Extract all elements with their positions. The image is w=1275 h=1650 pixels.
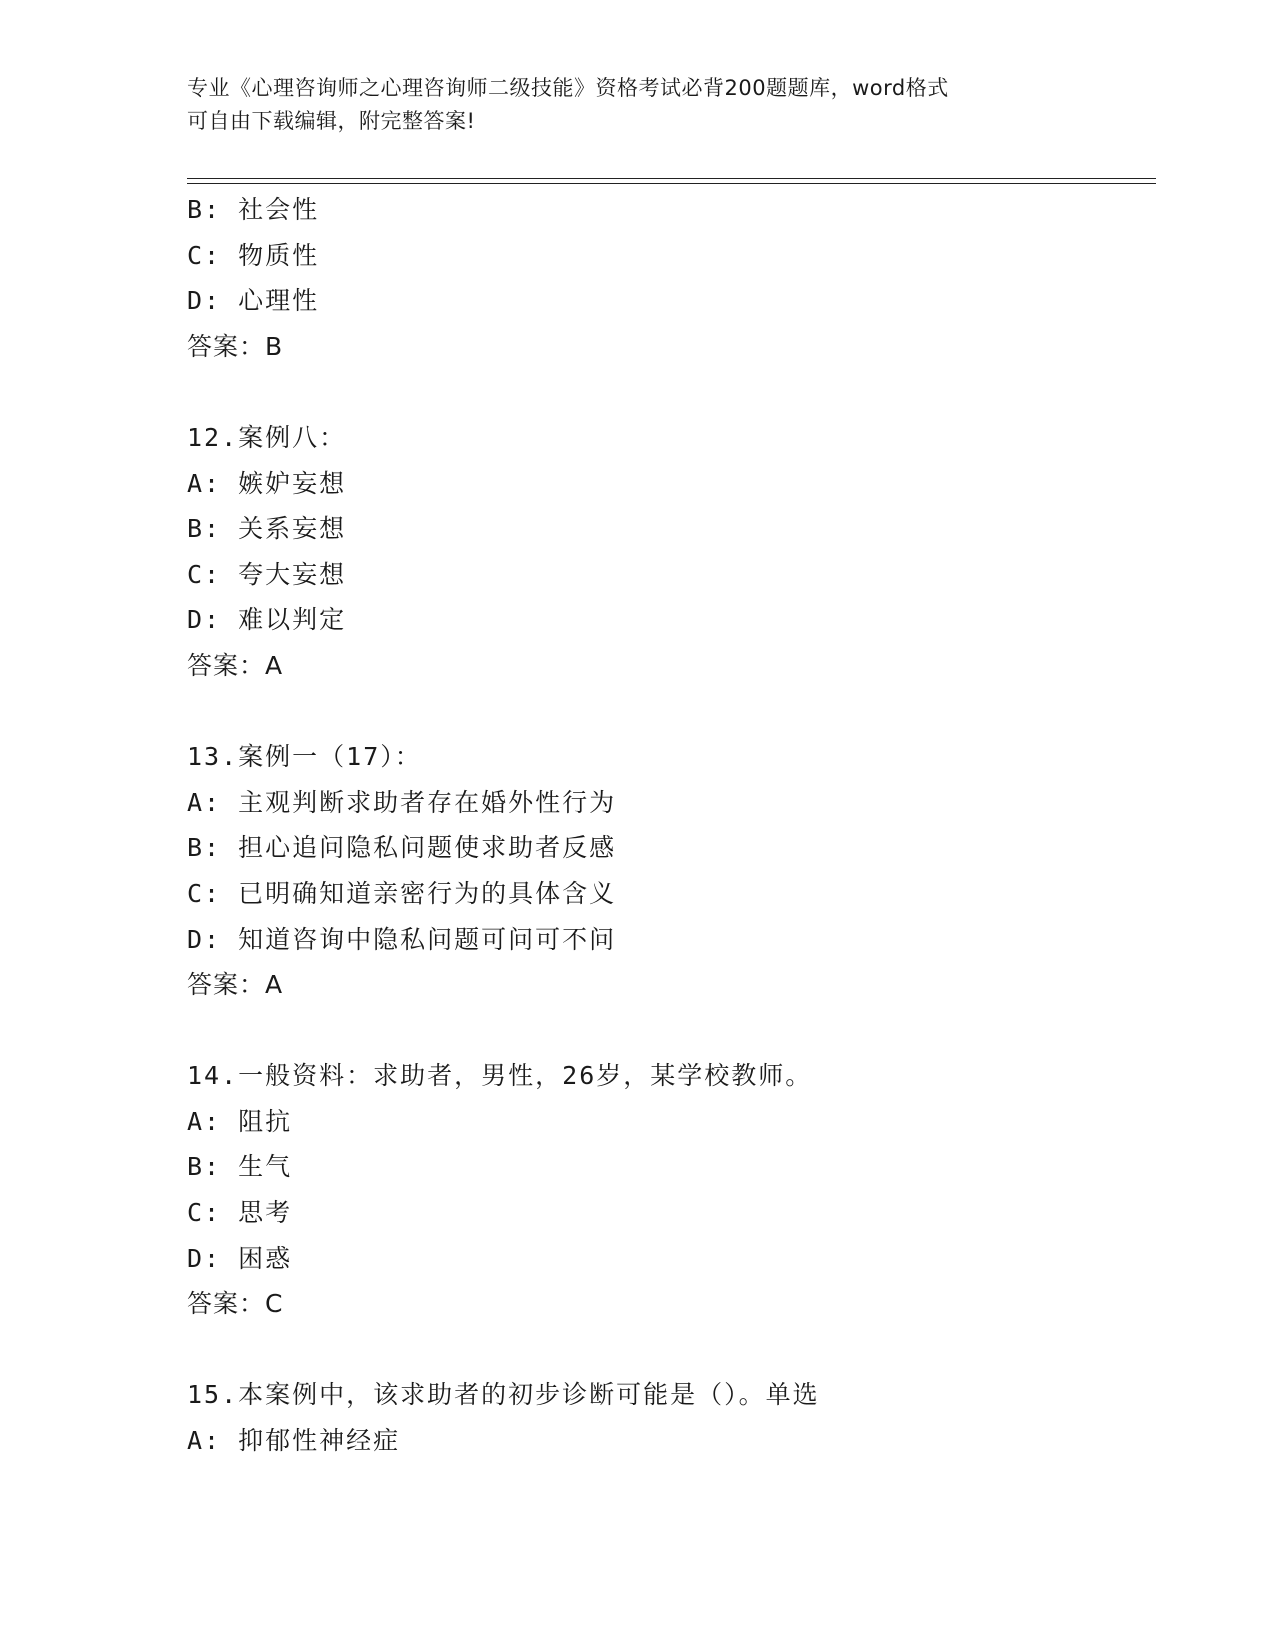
question-list	[187, 187, 1147, 1464]
option-line: C: 夸大妄想	[187, 559, 347, 589]
question-line: 12.案例八：	[187, 422, 347, 452]
answer-line: 答案：A	[187, 970, 284, 1000]
option-line: B: 社会性	[187, 195, 320, 224]
question-line: 13.案例一（17）：	[187, 742, 422, 772]
option-line: C: 已明确知道亲密行为的具体含义	[187, 878, 617, 908]
option-line: D: 困惑	[187, 1243, 293, 1273]
option-line: A: 嫉妒妄想	[187, 468, 347, 498]
option-line: D: 知道咨询中隐私问题可问可不问	[187, 924, 617, 954]
option-line: B: 生气	[187, 1152, 293, 1182]
header-line-1: 专业《心理咨询师之心理咨询师二级技能》资格考试必背200题题库，word格式	[187, 76, 949, 100]
option-line: B: 担心追问隐私问题使求助者反感	[187, 833, 617, 863]
option-line: C: 物质性	[187, 240, 320, 270]
question-line: 15.本案例中，该求助者的初步诊断可能是（）。单选	[187, 1380, 820, 1410]
answer-line: 答案：B	[187, 331, 284, 361]
answer-line: 答案：C	[187, 1289, 284, 1319]
header-divider-top	[187, 178, 1156, 179]
option-line: A: 阻抗	[187, 1106, 293, 1136]
answer-line: 答案：A	[187, 650, 284, 680]
question-line: 14.一般资料：求助者，男性，26岁，某学校教师。	[187, 1061, 813, 1091]
header-divider-bottom	[187, 183, 1156, 184]
document-header	[187, 72, 1067, 138]
spacer	[187, 369, 1147, 415]
spacer	[187, 1327, 1147, 1373]
option-line: B: 关系妄想	[187, 514, 347, 544]
spacer	[187, 1008, 1147, 1054]
option-line: C: 思考	[187, 1198, 293, 1228]
option-line: A: 抑郁性神经症	[187, 1426, 401, 1456]
option-line: D: 难以判定	[187, 605, 347, 635]
spacer	[187, 689, 1147, 735]
option-line: D: 心理性	[187, 286, 320, 316]
header-line-2: 可自由下载编辑，附完整答案!	[187, 109, 476, 133]
option-line: A: 主观判断求助者存在婚外性行为	[187, 787, 617, 817]
